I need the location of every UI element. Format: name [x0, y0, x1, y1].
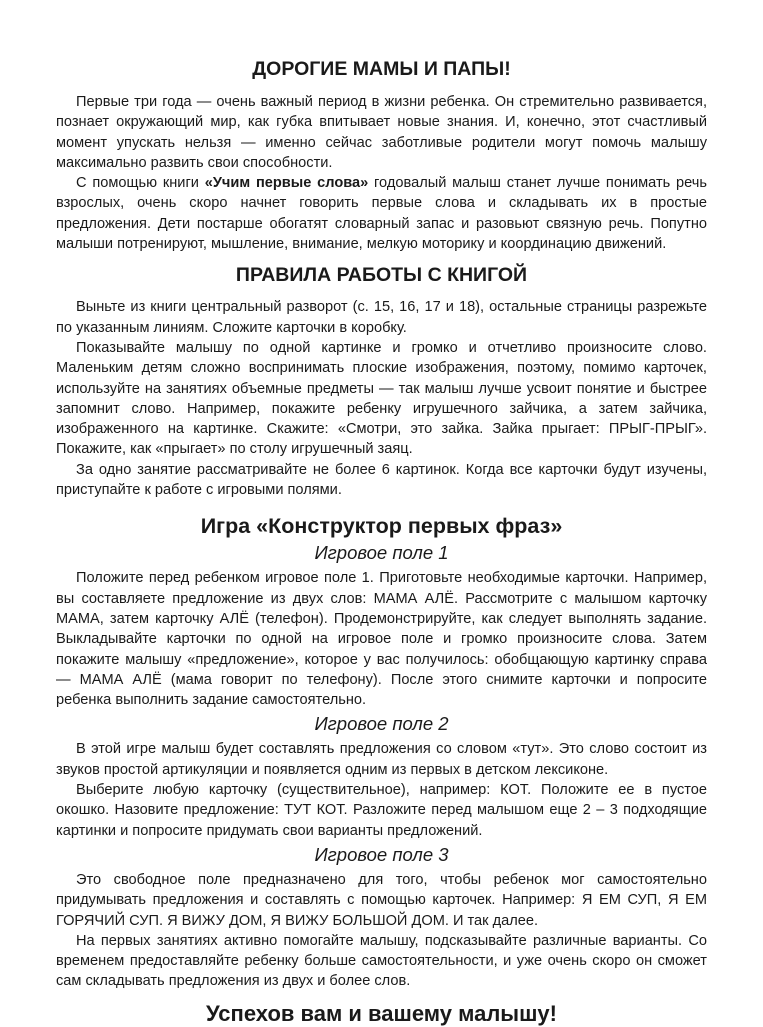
field-2-heading: Игровое поле 2 — [314, 713, 449, 735]
game-field-1 — [56, 542, 707, 710]
intro-p2-rest: годовалый малыш станет лучше понимать речь взрослых, очень скоро начнет говорить первые слова и складывать их в простые предложения. Дети постарше обогатят словарный запас и разовьют связную речь. Попутно малыши потренируют, мышление, внимание, мелкую моторику и координацию движений. — [56, 175, 708, 253]
book-title-bold: «Учим первые слова» — [204, 175, 369, 192]
game-heading: Игра «Конструктор первых фраз» — [200, 514, 563, 539]
field-3-paragraph-1: Это свободное поле предназначено для того, чтобы ребенок мог самостоятельно придумывать предложения и составлять с помощью карточек. Например: Я ЕМ СУП, Я ЕМ ГОРЯЧИЙ СУП. Я ВИЖУ ДОМ, Я ВИЖУ БОЛЬШОЙ ДОМ. И так далее. — [56, 871, 707, 929]
closing-heading: Успехов вам и вашему малышу! — [206, 1000, 557, 1026]
field-1-heading: Игровое поле 1 — [314, 542, 449, 564]
intro-heading: ДОРОГИЕ МАМЫ И ПАПЫ! — [252, 58, 511, 80]
field-2-paragraph-1: В этой игре малыш будет составлять предложения со словом «тут». Это слово состоит из звуков простой артикуляции и появляется одним из первых в детском лексиконе. — [56, 741, 707, 778]
intro-section — [56, 58, 707, 254]
intro-p2-start: С помощью книги — [76, 175, 205, 192]
intro-paragraph-1: Первые три года — очень важный период в жизни ребенка. Он стремительно развивается, познает окружающий мир, как губка впитывает новые знания. И, конечно, этот счастливый момент упускать нельзя — именно сейчас заботливые родители могут помочь малышу максимально развить свои способности. — [56, 94, 707, 171]
field-1-paragraph: Положите перед ребенком игровое поле 1. Приготовьте необходимые карточки. Например, вы составляете предложение из двух слов: МАМА АЛЁ. Рассмотрите с малышом карточку МАМА, затем карточку АЛЁ (телефон). Продемонстрируйте, как следует выполнять задание. Выкладывайте карточки по одной на игровое поле и громко произносите слова. Затем покажите малышу «предложение», которое у вас получилось: обобщающую картинку справа — МАМА АЛЁ (мама говорит по телефону). После этого снимите карточки и попросите ребенка выполнить задание самостоятельно. — [56, 570, 707, 709]
rules-section — [56, 264, 707, 500]
field-3-heading: Игровое поле 3 — [314, 843, 449, 865]
intro-paragraph-2 — [56, 173, 707, 254]
rules-paragraph-2: Показывайте малышу по одной картинке и громко и отчетливо произносите слово. Маленьким детям сложно воспринимать плоские изображения, поэтому, помимо карточек, используйте на занятиях объемные предметы — так малыш лучше усвоит понятие и быстрее запомнит слово. Например, покажите ребенку игрушечного зайчика, а затем зайчика, изображенного на картинке. Скажите: «Смотри, это зайка. Зайка прыгает: ПРЫГ-ПРЫГ». Покажите, как «прыгает» по столу игрушечный заяц. — [56, 339, 707, 458]
rules-paragraph-3: За одно занятие рассматривайте не более 6 картинок. Когда все карточки будут изучены, приступайте к работе с игровыми полями. — [56, 461, 707, 499]
field-3-paragraph-2: На первых занятиях активно помогайте малышу, подсказывайте различные варианты. Со временем предоставляйте ребенку больше самостоятельности, и уже очень скоро он сможет сам складывать предложения из двух и более слов. — [56, 932, 707, 990]
rules-heading: ПРАВИЛА РАБОТЫ С КНИГОЙ — [235, 264, 528, 287]
game-section — [56, 514, 707, 991]
game-field-3 — [56, 844, 707, 992]
rules-paragraph-1: Выньте из книги центральный разворот (с. 15, 16, 17 и 18), остальные страницы разрежьте по указанным линиям. Сложите карточки в коробку. — [56, 299, 707, 336]
game-field-2 — [56, 713, 707, 840]
field-2-paragraph-2: Выберите любую карточку (существительное), например: КОТ. Положите ее в пустое окошко. Назовите предложение: ТУТ КОТ. Разложите перед малышом еще 2 – 3 подходящие картинки и попросите придумать свои варианты предложений. — [56, 782, 707, 839]
